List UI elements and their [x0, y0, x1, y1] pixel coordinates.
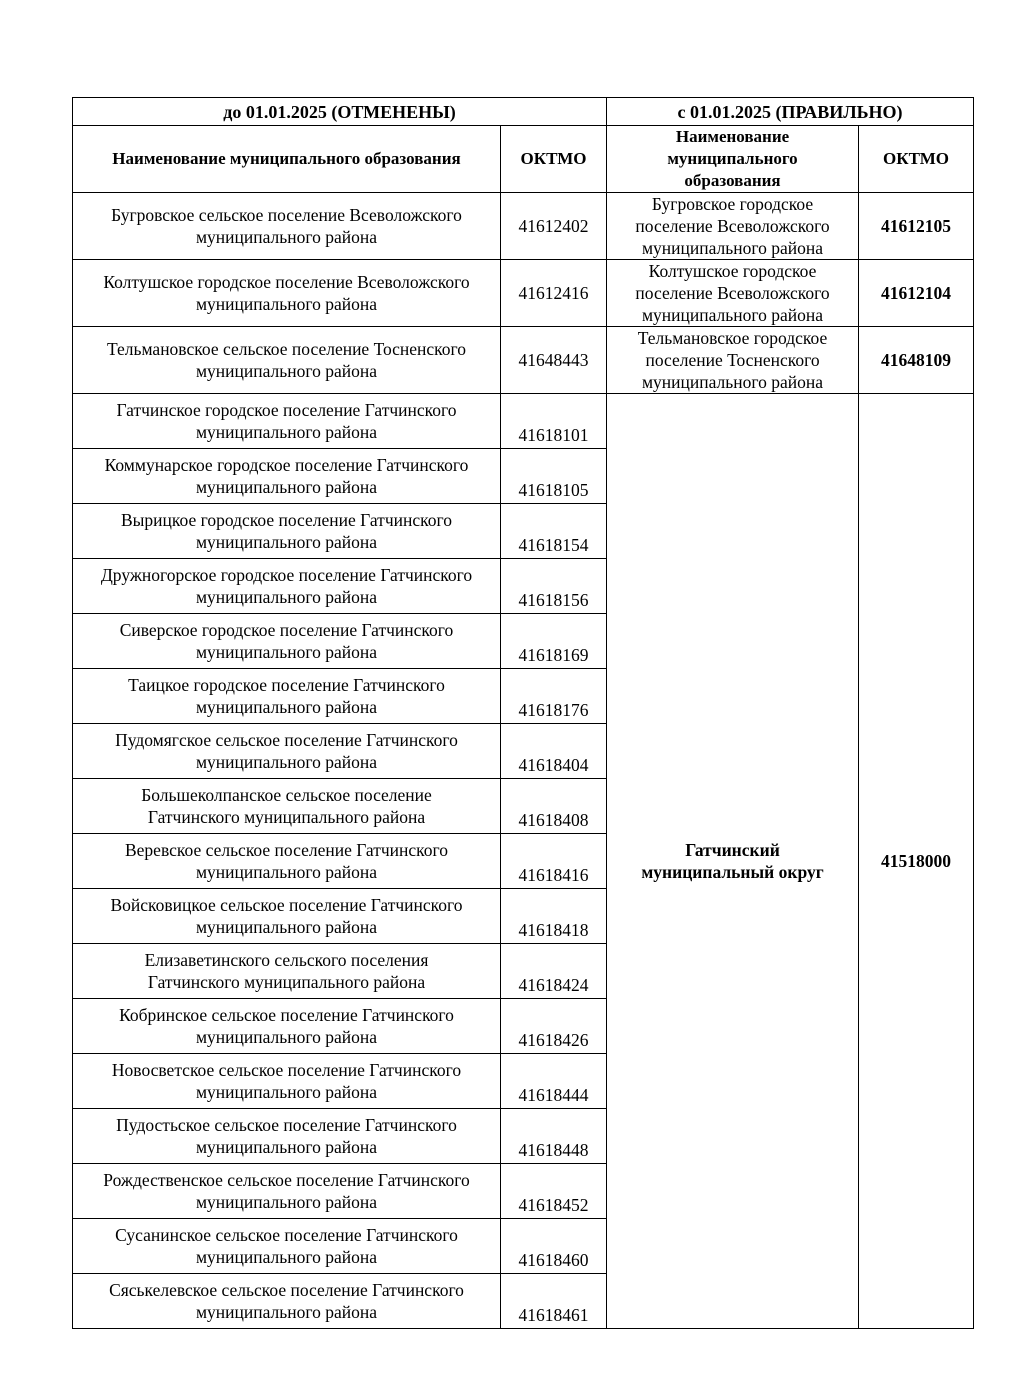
old-name-cell: Бугровское сельское поселение Всеволожского муниципального района	[73, 193, 501, 260]
old-name-cell: Пудостьское сельское поселение Гатчинского муниципального района	[73, 1109, 501, 1164]
old-name-cell: Рождественское сельское поселение Гатчинского муниципального района	[73, 1164, 501, 1219]
old-name-column-header: Наименование муниципального образования	[73, 126, 501, 193]
merged-new-code-cell: 41518000	[859, 394, 974, 1329]
old-code-cell: 41618169	[501, 614, 607, 669]
old-name-cell: Войсковицкое сельское поселение Гатчинского муниципального района	[73, 889, 501, 944]
old-code-column-header: ОКТМО	[501, 126, 607, 193]
old-code-cell: 41618452	[501, 1164, 607, 1219]
old-name-cell: Сяськелевское сельское поселение Гатчинского муниципального района	[73, 1274, 501, 1329]
new-code-cell: 41648109	[859, 327, 974, 394]
new-group-heading: с 01.01.2025 (ПРАВИЛЬНО)	[607, 98, 974, 126]
old-code-cell: 41618426	[501, 999, 607, 1054]
old-code-cell: 41618418	[501, 889, 607, 944]
table-row	[73, 327, 974, 394]
old-name-cell: Тельмановское сельское поселение Тосненского муниципального района	[73, 327, 501, 394]
oktmo-table	[72, 97, 974, 1329]
old-name-cell: Большеколпанское сельское поселение Гатчинского муниципального района	[73, 779, 501, 834]
new-name-cell: Тельмановское городское поселение Тосненского муниципального района	[607, 327, 859, 394]
old-name-cell: Дружногорское городское поселение Гатчинского муниципального района	[73, 559, 501, 614]
column-header-row	[73, 126, 974, 193]
table-row	[73, 193, 974, 260]
old-code-cell: 41618156	[501, 559, 607, 614]
old-group-heading: до 01.01.2025 (ОТМЕНЕНЫ)	[73, 98, 607, 126]
new-name-column-header: Наименование муниципального образования	[607, 126, 859, 193]
old-name-cell: Колтушское городское поселение Всеволожского муниципального района	[73, 260, 501, 327]
old-code-cell: 41648443	[501, 327, 607, 394]
merged-new-name-cell: Гатчинский муниципальный округ	[607, 394, 859, 1329]
new-code-cell: 41612104	[859, 260, 974, 327]
old-code-cell: 41612416	[501, 260, 607, 327]
old-code-cell: 41618105	[501, 449, 607, 504]
old-name-cell: Вырицкое городское поселение Гатчинского муниципального района	[73, 504, 501, 559]
group-header-row	[73, 98, 974, 126]
old-name-cell: Гатчинское городское поселение Гатчинского муниципального района	[73, 394, 501, 449]
old-name-cell: Таицкое городское поселение Гатчинского муниципального района	[73, 669, 501, 724]
old-name-cell: Веревское сельское поселение Гатчинского муниципального района	[73, 834, 501, 889]
old-code-cell: 41618176	[501, 669, 607, 724]
old-code-cell: 41618408	[501, 779, 607, 834]
old-name-cell: Елизаветинского сельского поселения Гатчинского муниципального района	[73, 944, 501, 999]
new-code-cell: 41612105	[859, 193, 974, 260]
old-code-cell: 41618461	[501, 1274, 607, 1329]
old-name-cell: Сусанинское сельское поселение Гатчинского муниципального района	[73, 1219, 501, 1274]
new-name-cell: Бугровское городское поселение Всеволожского муниципального района	[607, 193, 859, 260]
old-name-cell: Новосветское сельское поселение Гатчинского муниципального района	[73, 1054, 501, 1109]
old-code-cell: 41618424	[501, 944, 607, 999]
old-name-cell: Кобринское сельское поселение Гатчинского муниципального района	[73, 999, 501, 1054]
table-row	[73, 394, 974, 449]
old-code-cell: 41618404	[501, 724, 607, 779]
table-row	[73, 260, 974, 327]
old-name-cell: Сиверское городское поселение Гатчинского муниципального района	[73, 614, 501, 669]
new-name-cell: Колтушское городское поселение Всеволожского муниципального района	[607, 260, 859, 327]
old-code-cell: 41618154	[501, 504, 607, 559]
old-code-cell: 41612402	[501, 193, 607, 260]
old-name-cell: Пудомягское сельское поселение Гатчинского муниципального района	[73, 724, 501, 779]
old-code-cell: 41618448	[501, 1109, 607, 1164]
old-name-cell: Коммунарское городское поселение Гатчинского муниципального района	[73, 449, 501, 504]
old-code-cell: 41618416	[501, 834, 607, 889]
old-code-cell: 41618101	[501, 394, 607, 449]
old-code-cell: 41618444	[501, 1054, 607, 1109]
old-code-cell: 41618460	[501, 1219, 607, 1274]
new-code-column-header: ОКТМО	[859, 126, 974, 193]
